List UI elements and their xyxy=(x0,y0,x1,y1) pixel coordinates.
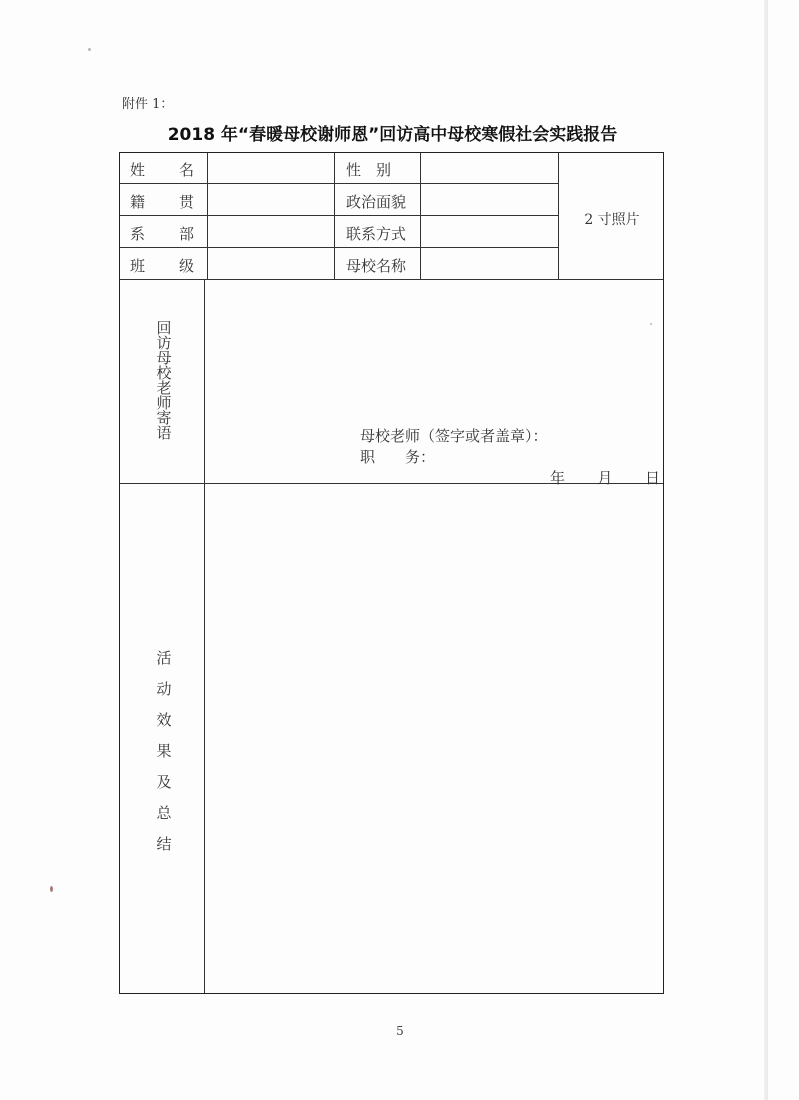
gender-label: 性 别 xyxy=(346,161,392,179)
scan-speck xyxy=(88,48,91,51)
teacher-position-label: 职 务： xyxy=(360,448,436,466)
teacher-signature-label: 母校老师（签字或者盖章）： xyxy=(360,427,548,445)
native-place-field[interactable] xyxy=(208,184,334,215)
native-place-label: 籍 贯 xyxy=(130,193,194,211)
department-label: 系 部 xyxy=(130,225,194,243)
column-divider xyxy=(334,153,335,279)
gender-field[interactable] xyxy=(421,153,558,183)
school-name-label: 母校名称 xyxy=(346,257,407,275)
page-title: 2018 年“春暖母校谢师恩”回访高中母校寒假社会实践报告 xyxy=(167,125,618,145)
class-label: 班 级 xyxy=(130,257,194,275)
class-field[interactable] xyxy=(208,248,334,279)
contact-label: 联系方式 xyxy=(346,225,407,243)
activity-summary-area[interactable] xyxy=(206,485,661,991)
department-field[interactable] xyxy=(208,216,334,247)
page-edge-shadow xyxy=(764,0,768,1100)
name-field[interactable] xyxy=(208,153,334,183)
row-divider xyxy=(120,279,663,280)
political-status-field[interactable] xyxy=(421,184,558,215)
page-number: 5 xyxy=(396,1024,404,1038)
photo-placeholder[interactable]: 2 寸照片 xyxy=(584,212,640,228)
label-column-divider xyxy=(204,279,205,993)
column-divider xyxy=(558,153,559,279)
date-day: 日 xyxy=(644,469,660,487)
contact-field[interactable] xyxy=(421,216,558,247)
name-label: 姓 名 xyxy=(130,161,194,179)
scan-speck xyxy=(50,886,53,892)
teacher-message-label: 回 访 母 校 老 师 寄 语 xyxy=(156,319,172,442)
school-name-field[interactable] xyxy=(421,248,558,279)
date-year: 年 xyxy=(550,469,566,487)
political-status-label: 政治面貌 xyxy=(346,193,407,211)
activity-summary-label: 活 动 效 果 及 总 结 xyxy=(156,649,172,853)
report-form xyxy=(119,152,664,994)
date-month: 月 xyxy=(597,469,613,487)
attachment-label: 附件 1： xyxy=(122,97,174,112)
